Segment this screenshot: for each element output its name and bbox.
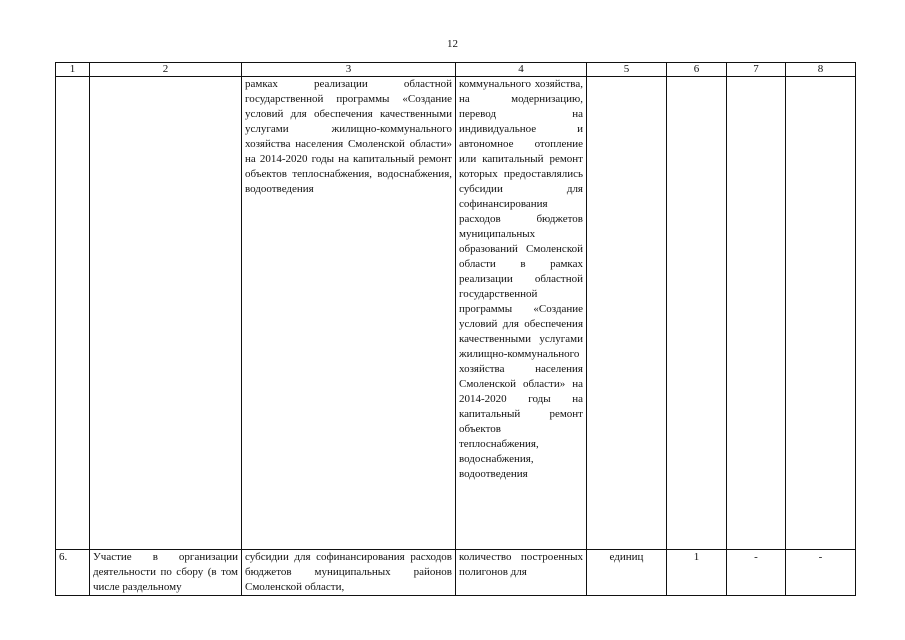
column-header-3: 3 [242,63,456,77]
column-header-5: 5 [587,63,667,77]
cell-unit [587,77,667,550]
cell-value-2 [727,77,786,550]
indicators-table [55,62,856,596]
cell-value-1: 1 [667,550,727,596]
cell-value-2: - [727,550,786,596]
column-header-6: 6 [667,63,727,77]
cell-unit: единиц [587,550,667,596]
cell-value-1 [667,77,727,550]
cell-activity [90,77,242,550]
column-header-7: 7 [727,63,786,77]
cell-value-3: - [786,550,856,596]
cell-indicator: количество построенных полигонов для [456,550,587,596]
cell-funding-description: субсидии для софинансирования расходов бюджетов муниципальных районов Смоленской области, [242,550,456,596]
cell-number: 6. [56,550,90,596]
cell-number [56,77,90,550]
column-header-4: 4 [456,63,587,77]
column-header-1: 1 [56,63,90,77]
column-number-row [56,63,856,77]
cell-activity: Участие в организации деятельности по сбору (в том числе раздельному [90,550,242,596]
table-row [56,77,856,550]
page-number: 12 [447,38,458,50]
table-row [56,550,856,596]
column-header-2: 2 [90,63,242,77]
cell-indicator: коммунального хозяйства, на модернизацию, перевод на индивидуальное и автономное отопление или капитальный ремонт которых предоставлялись субсидии для софинансирования расходов бюджетов муниципальных образований Смоленской области в рамках реализации областной государственной программы «Создание условий для обеспечения качественными услугами жилищно-коммунального хозяйства населения Смоленской области» на 2014-2020 годы на капитальный ремонт объектов теплоснабжения, водоснабжения, водоотведения [456,77,587,550]
cell-funding-description: рамках реализации областной государственной программы «Создание условий для обеспечения качественными услугами жилищно-коммунального хозяйства населения Смоленской области» на 2014-2020 годы на капитальный ремонт объектов теплоснабжения, водоснабжения, водоотведения [242,77,456,550]
cell-value-3 [786,77,856,550]
column-header-8: 8 [786,63,856,77]
